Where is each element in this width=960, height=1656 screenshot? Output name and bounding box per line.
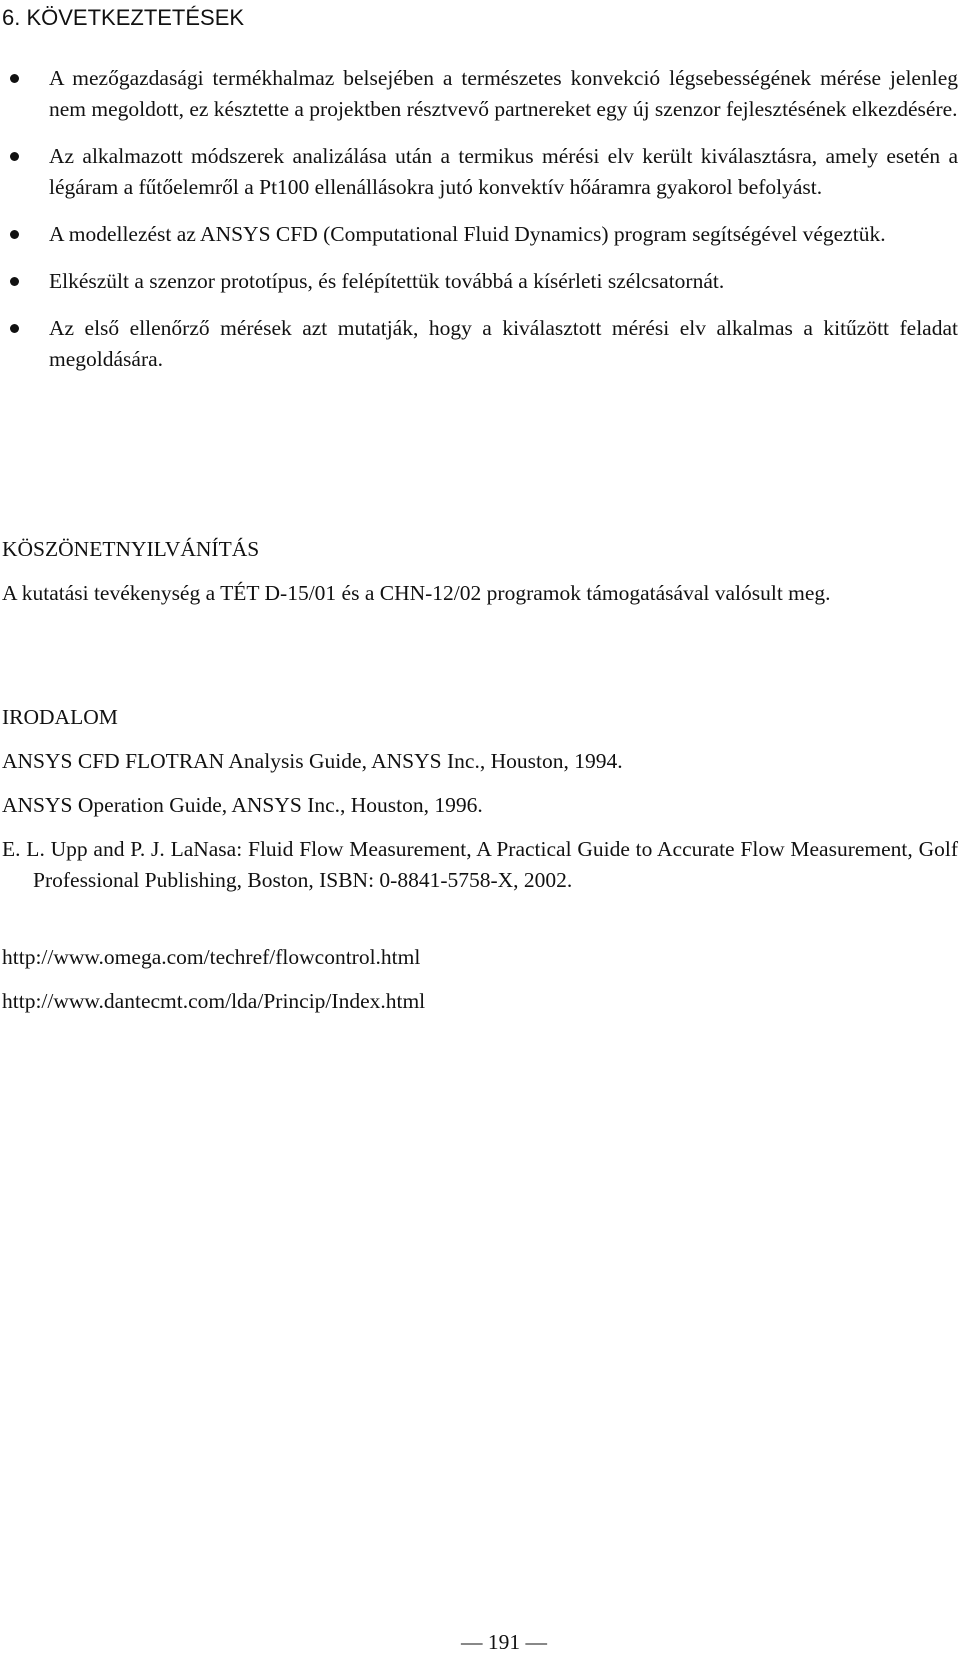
reference-url: http://www.dantecmt.com/lda/Princip/Index.html: [2, 989, 426, 1013]
bullet-icon: [10, 152, 19, 161]
reference-item: ANSYS CFD FLOTRAN Analysis Guide, ANSYS Inc., Houston, 1994.: [2, 749, 623, 773]
list-item-text: Elkészült a szenzor prototípus, és felépítettük továbbá a kísérleti szélcsatornát.: [49, 269, 725, 293]
reference-url: http://www.omega.com/techref/flowcontrol.html: [2, 945, 421, 969]
bullet-icon: [10, 230, 19, 239]
conclusions-list: [0, 63, 958, 391]
list-item-text: A modellezést az ANSYS CFD (Computational Fluid Dynamics) program segítségével végeztük.: [49, 222, 886, 246]
list-item-text: Az alkalmazott módszerek analizálása után a termikus mérési elv került kiválasztásra, amely esetén a légáram a fűtőelemről a Pt100 ellenállásokra jutó konvektív hőáramra gyakorol befolyást.: [49, 144, 958, 199]
references-heading: IRODALOM: [2, 705, 118, 729]
bullet-icon: [10, 324, 19, 333]
list-item: [0, 266, 958, 297]
conclusions-heading: 6. KÖVETKEZTETÉSEK: [2, 5, 245, 30]
bullet-icon: [10, 277, 19, 286]
list-item: [0, 313, 958, 375]
page-number-text: — 191 —: [461, 1630, 547, 1654]
page-number: [0, 1628, 960, 1656]
acknowledgement-heading: KÖSZÖNETNYILVÁNÍTÁS: [2, 537, 260, 561]
list-item: [0, 63, 958, 125]
acknowledgement-text: A kutatási tevékenység a TÉT D-15/01 és a CHN-12/02 programok támogatásával valósult meg.: [2, 581, 831, 605]
bullet-icon: [10, 74, 19, 83]
reference-item: ANSYS Operation Guide, ANSYS Inc., Houston, 1996.: [2, 793, 483, 817]
list-item: [0, 141, 958, 203]
reference-item: E. L. Upp and P. J. LaNasa: Fluid Flow Measurement, A Practical Guide to Accurate Flow Measurement, Golf Professional Publishing, Boston, ISBN: 0-8841-5758-X, 2002.: [2, 837, 958, 892]
list-item-text: A mezőgazdasági termékhalmaz belsejében a természetes konvekció légsebességének mérése jelenleg nem megoldott, ez késztette a projektben résztvevő partnereket egy új szenzor fejlesztésének elkezdésére.: [49, 66, 958, 121]
list-item-text: Az első ellenőrző mérések azt mutatják, hogy a kiválasztott mérési elv alkalmas a kitűzött feladat megoldására.: [49, 316, 958, 371]
list-item: [0, 219, 958, 250]
